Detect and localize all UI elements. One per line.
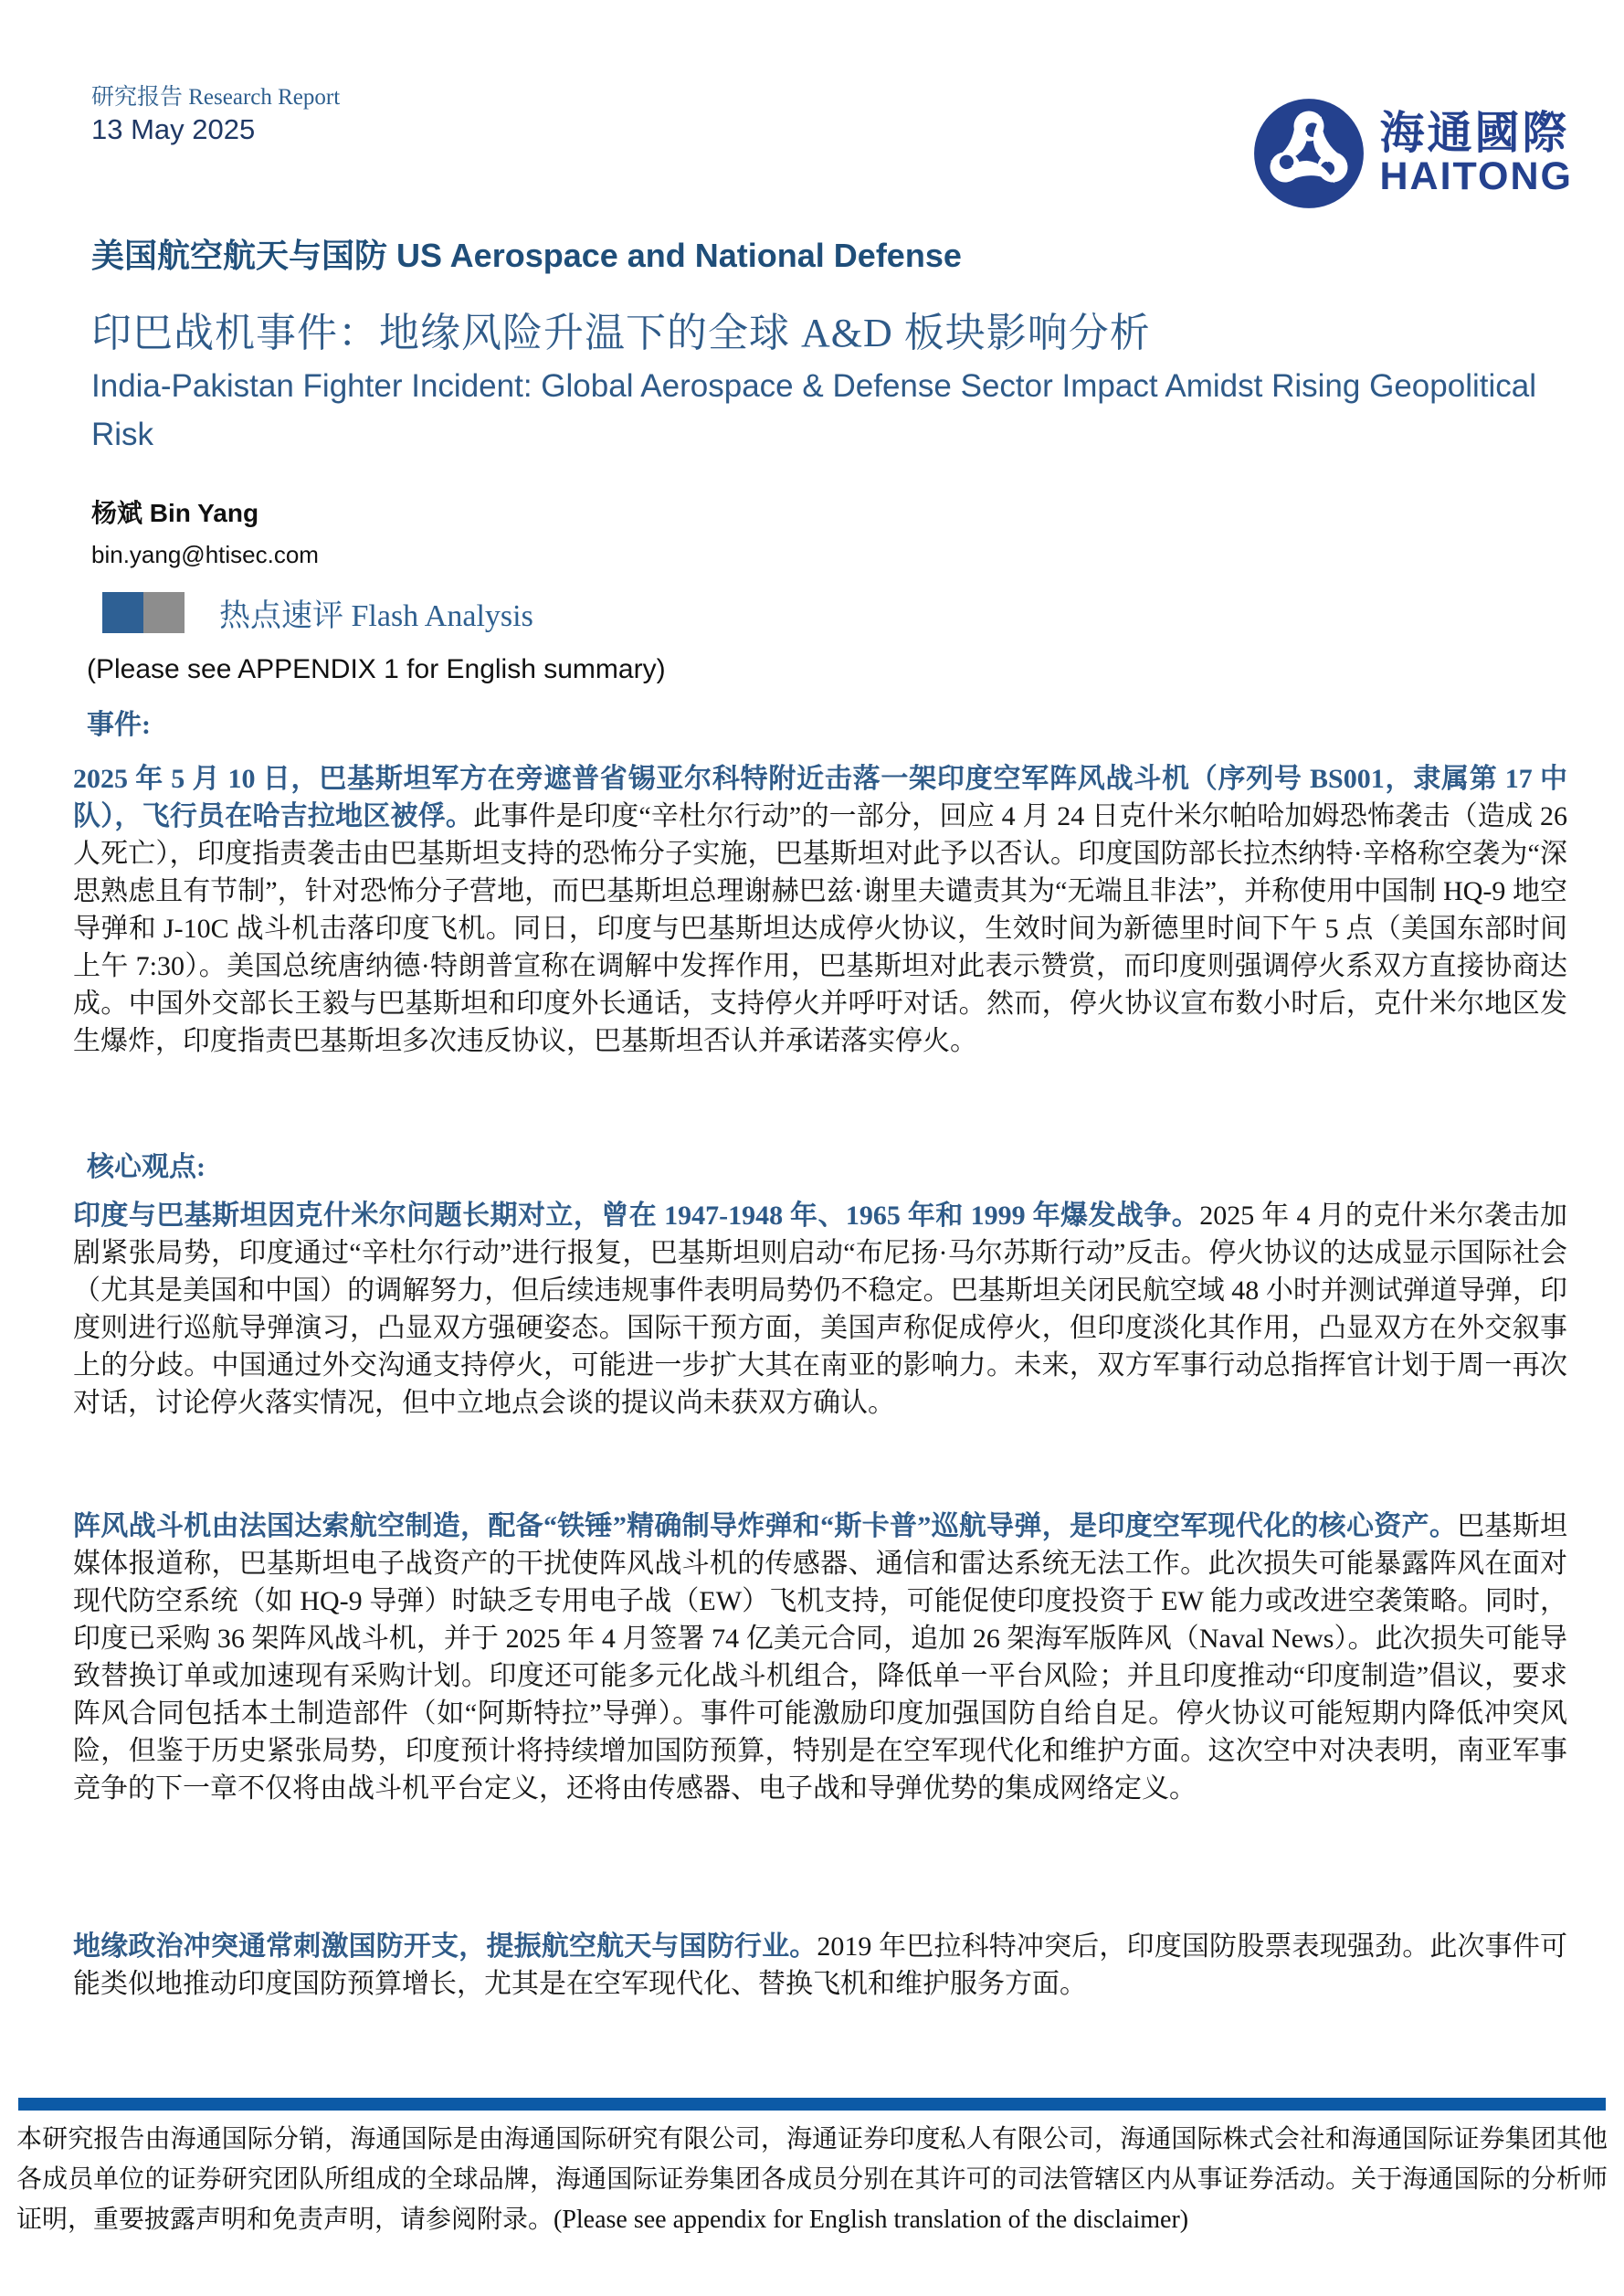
author-email[interactable]: bin.yang@htisec.com [91,541,319,568]
banner-gray-square [143,592,185,633]
report-title-zh: 印巴战机事件：地缘风险升温下的全球 A&D 板块影响分析 [91,311,1151,355]
appendix-note: (Please see APPENDIX 1 for English summary) [87,654,666,684]
core-view-paragraph-3 [73,1928,1567,2003]
haitong-logo-text [1379,107,1574,199]
paragraph-lead: 印度与巴基斯坦因克什米尔问题长期对立，曾在 1947-1948 年、1965 年和 1999 年爆发战争。 [73,1201,1200,1231]
flash-analysis-banner [102,590,533,635]
report-date: 13 May 2025 [91,113,256,145]
paragraph-lead: 2025 年 5 月 10 日，巴基斯坦军方在旁遮普省锡亚尔科特附近击落一架印度空军阵风战斗机（序列号 BS001，隶属第 17 中队），飞行员在哈吉拉地区被俘。 [73,764,1567,831]
heading-event: 事件: [87,710,151,740]
banner-blue-square [102,592,143,633]
logo-name-en: HAITONG [1379,154,1573,199]
paragraph-lead: 阵风战斗机由法国达索航空制造，配备“铁锤”精确制导炸弹和“斯卡普”巡航导弹，是印度空军现代化的核心资产。 [73,1511,1458,1541]
paragraph-text: 2025 年 4 月的克什米尔袭击加剧紧张局势，印度通过“辛杜尔行动”进行报复，巴基斯坦则启动“布尼扬·马尔苏斯行动”反击。停火协议的达成显示国际社会（尤其是美国和中国）的调解努力，但后续违规事件表明局势仍不稳定。巴基斯坦关闭民航空域 48 小时并测试弹道导弹，印度则进行巡航导弹演习，凸显双方强硬姿态。国际干预方面，美国声称促成停火，但印度淡化其作用，凸显双方在外交叙事上的分歧。中国通过外交沟通支持停火，可能进一步扩大其在南亚的影响力。未来，双方军事行动总指挥官计划于周一再次对话，讨论停火落实情况，但中立地点会谈的提议尚未获双方确认。 [73,1201,1567,1418]
haitong-logo-icon [1252,97,1366,210]
logo-name-zh: 海通國際 [1379,107,1570,158]
sector-title: 美国航空航天与国防 US Aerospace and National Defense [91,237,962,274]
author-name: 杨斌 Bin Yang [91,499,259,527]
footer-disclaimer: 本研究报告由海通国际分销，海通国际是由海通国际研究有限公司，海通证券印度私人有限公司，海通国际株式会社和海通国际证券集团其他各成员单位的证券研究团队所组成的全球品牌，海通国际证券集团各成员分别在其许可的司法管辖区内从事证券活动。关于海通国际的分析师证明，重要披露声明和免责声明，请参阅附录。(Please see appendix for English translation of the disclaimer) [16,2125,1608,2234]
paragraph-text: 巴基斯坦媒体报道称，巴基斯坦电子战资产的干扰使阵风战斗机的传感器、通信和雷达系统无法工作。此次损失可能暴露阵风在面对现代防空系统（如 HQ-9 导弹）时缺乏专用电子战（EW）飞机支持，可能促使印度投资于 EW 能力或改进空袭策略。同时，印度已采购 36 架阵风战斗机，并于 2025 年 4 月签署 74 亿美元合同，追加 26 架海军版阵风（Naval News）。此次损失可能导致替换订单或加速现有采购计划。印度还可能多元化战斗机组合，降低单一平台风险；并且印度推动“印度制造”倡议，要求阵风合同包括本土制造部件（如“阿斯特拉”导弹）。事件可能激励印度加强国防自给自足。停火协议可能短期内降低冲突风险，但鉴于历史紧张局势，印度预计将持续增加国防预算，特别是在空军现代化和维护方面。这次空中对决表明，南亚军事竞争的下一章不仅将由战斗机平台定义，还将由传感器、电子战和导弹优势的集成网络定义。 [73,1511,1567,1804]
report-title-en: India-Pakistan Fighter Incident: Global Aerospace & Defense Sector Impact Amidst Rising Geopolitical Risk [91,368,1536,452]
heading-core-views: 核心观点: [87,1152,206,1182]
paragraph-lead: 地缘政治冲突通常刺激国防开支，提振航空航天与国防行业。 [73,1931,817,1962]
paragraph-text: 此事件是印度“辛杜尔行动”的一部分，回应 4 月 24 日克什米尔帕哈加姆恐怖袭击（造成 26 人死亡），印度指责袭击由巴基斯坦支持的恐怖分子实施，巴基斯坦对此予以否认。印度国防部长拉杰纳特·辛格称空袭为“深思熟虑且有节制”，针对恐怖分子营地，而巴基斯坦总理谢赫巴兹·谢里夫谴责其为“无端且非法”，并称使用中国制 HQ-9 地空导弹和 J-10C 战斗机击落印度飞机。同日，印度与巴基斯坦达成停火协议，生效时间为新德里时间下午 5 点（美国东部时间上午 7:30）。美国总统唐纳德·特朗普宣称在调解中发挥作用，巴基斯坦对此表示赞赏，而印度则强调停火系双方直接协商达成。中国外交部长王毅与巴基斯坦和印度外长通话，支持停火并呼吁对话。然而，停火协议宣布数小时后，克什米尔地区发生爆炸，印度指责巴基斯坦多次违反协议，巴基斯坦否认并承诺落实停火。 [73,801,1567,1056]
event-paragraph [73,760,1567,1060]
paragraph-text: 2019 年巴拉科特冲突后，印度国防股票表现强劲。此次事件可能类似地推动印度国防预算增长，尤其是在空军现代化、替换飞机和维护服务方面。 [73,1931,1567,1999]
flash-analysis-label: 热点速评 Flash Analysis [219,599,533,633]
haitong-logo [1252,97,1574,210]
core-view-paragraph-1 [73,1197,1567,1422]
core-view-paragraph-2 [73,1508,1567,1807]
report-kicker: 研究报告 Research Report [91,85,341,110]
footer-divider-bar [18,2098,1606,2111]
